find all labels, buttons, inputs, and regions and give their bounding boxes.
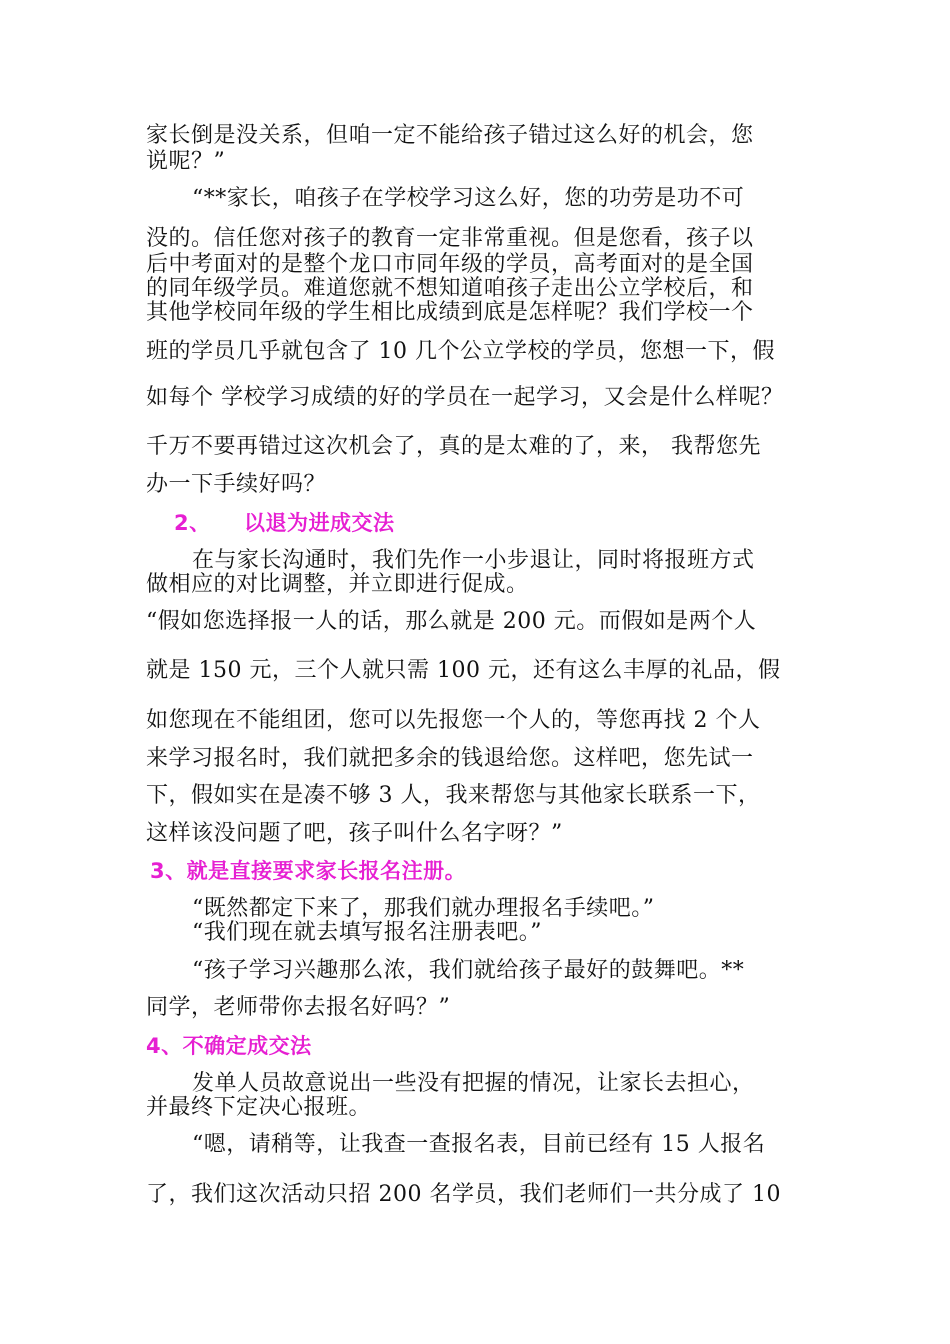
paragraph-line: 了，我们这次活动只招 200 名学员，我们老师们一共分成了 10 [146, 1182, 781, 1207]
paragraph-line: 的同年级学员。难道您就不想知道咱孩子走出公立学校后，和 [146, 276, 754, 301]
paragraph-line: 千万不要再错过这次机会了，真的是太难的了，来， 我帮您先 [146, 434, 761, 459]
paragraph-line: 下，假如实在是凑不够 3 人，我来帮您与其他家长联系一下， [146, 783, 761, 808]
paragraph-line: 其他学校同年级的学生相比成绩到底是怎样呢？我们学校一个 [146, 300, 754, 325]
paragraph-line: 来学习报名时，我们就把多余的钱退给您。这样吧，您先试一 [146, 746, 754, 771]
paragraph-line: “假如您选择报一人的话，那么就是 200 元。而假如是两个人 [146, 609, 757, 634]
paragraph-line: 如每个 学校学习成绩的好的学员在一起学习，又会是什么样呢？ [146, 385, 784, 410]
paragraph-line: “**家长，咱孩子在学校学习这么好，您的功劳是功不可 [192, 186, 745, 211]
paragraph-line: 并最终下定决心报班。 [146, 1095, 372, 1120]
paragraph-line: “嗯，请稍等，让我查一查报名表，目前已经有 15 人报名 [192, 1132, 766, 1157]
section-heading-2 [174, 510, 844, 536]
paragraph-line: 没的。信任您对孩子的教育一定非常重视。但是您看，孩子以 [146, 226, 754, 251]
paragraph-line: 这样该没问题了吧，孩子叫什么名字呀？” [146, 821, 563, 846]
paragraph-line: 做相应的对比调整，并立即进行促成。 [146, 572, 529, 597]
paragraph-line: 后中考面对的是整个龙口市同年级的学员，高考面对的是全国 [146, 252, 754, 277]
paragraph-line: 发单人员故意说出一些没有把握的情况，让家长去担心， [192, 1071, 755, 1096]
section-heading-3: 3、就是直接要求家长报名注册。 [150, 859, 467, 883]
paragraph-line: “我们现在就去填写报名注册表吧。” [192, 920, 542, 945]
paragraph-line: 如您现在不能组团，您可以先报您一个人的，等您再找 2 个人 [146, 708, 761, 733]
paragraph-line: 办一下手续好吗？ [146, 472, 327, 497]
paragraph-line: “孩子学习兴趣那么浓，我们就给孩子最好的鼓舞吧。** [192, 958, 745, 983]
paragraph-line: 说呢？” [146, 149, 226, 174]
paragraph-line: “既然都定下来了，那我们就办理报名手续吧。” [192, 896, 655, 921]
paragraph-line: 家长倒是没关系，但咱一定不能给孩子错过这么好的机会，您 [146, 123, 754, 148]
paragraph-line: 同学，老师带你去报名好吗？” [146, 995, 451, 1020]
paragraph-line: 在与家长沟通时，我们先作一小步退让，同时将报班方式 [192, 548, 755, 573]
paragraph-line: 班的学员几乎就包含了 10 几个公立学校的学员，您想一下，假 [146, 339, 775, 364]
paragraph-line: 就是 150 元，三个人就只需 100 元，还有这么丰厚的礼品，假 [146, 658, 781, 683]
heading-text: 以退为进成交法 [244, 511, 395, 535]
section-heading-4: 4、不确定成交法 [146, 1034, 312, 1058]
heading-number: 2、 [174, 511, 211, 535]
